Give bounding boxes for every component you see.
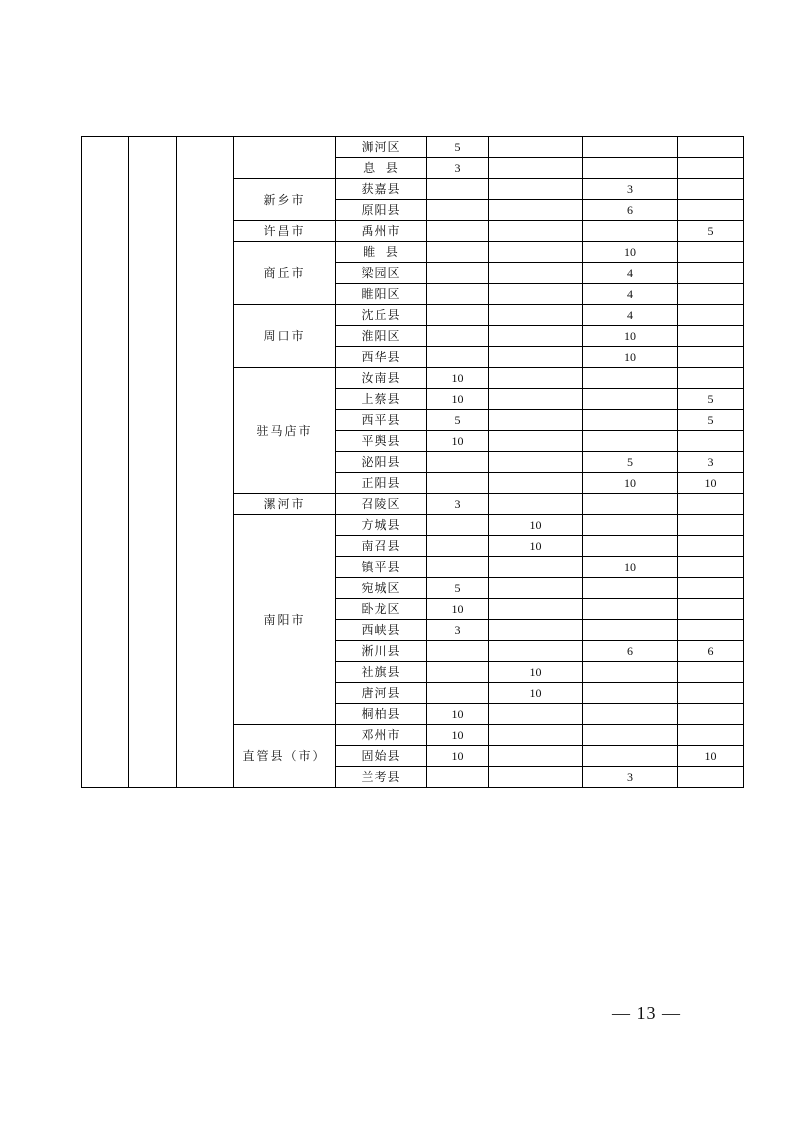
- value-cell-col4: [678, 767, 744, 788]
- value-cell-col4: 10: [678, 746, 744, 767]
- value-cell-col1: 10: [427, 368, 489, 389]
- city-cell: 商丘市: [234, 242, 336, 305]
- value-cell-col1: 3: [427, 158, 489, 179]
- value-cell-col2: [489, 179, 583, 200]
- value-cell-col2: [489, 641, 583, 662]
- county-cell: 西平县: [336, 410, 427, 431]
- value-cell-col3: [583, 137, 678, 158]
- value-cell-col3: [583, 536, 678, 557]
- value-cell-col3: [583, 515, 678, 536]
- value-cell-col3: [583, 599, 678, 620]
- value-cell-col3: 10: [583, 473, 678, 494]
- value-cell-col1: [427, 347, 489, 368]
- value-cell-col4: [678, 326, 744, 347]
- value-cell-col1: 5: [427, 578, 489, 599]
- value-cell-col4: [678, 137, 744, 158]
- value-cell-col3: 10: [583, 326, 678, 347]
- county-cell: 西峡县: [336, 620, 427, 641]
- value-cell-col3: 10: [583, 242, 678, 263]
- county-cell: 桐柏县: [336, 704, 427, 725]
- value-cell-col3: 3: [583, 179, 678, 200]
- county-cell: 西华县: [336, 347, 427, 368]
- value-cell-col4: [678, 263, 744, 284]
- value-cell-col4: [678, 662, 744, 683]
- value-cell-col1: [427, 326, 489, 347]
- value-cell-col1: 10: [427, 599, 489, 620]
- value-cell-col3: [583, 494, 678, 515]
- value-cell-col1: [427, 305, 489, 326]
- value-cell-col1: [427, 242, 489, 263]
- value-cell-col3: [583, 389, 678, 410]
- value-cell-col1: 10: [427, 725, 489, 746]
- county-cell: 卧龙区: [336, 599, 427, 620]
- value-cell-col1: [427, 662, 489, 683]
- value-cell-col4: 5: [678, 221, 744, 242]
- value-cell-col1: [427, 515, 489, 536]
- value-cell-col2: [489, 137, 583, 158]
- county-cell: 禹州市: [336, 221, 427, 242]
- county-cell: 宛城区: [336, 578, 427, 599]
- value-cell-col1: [427, 641, 489, 662]
- value-cell-col3: 6: [583, 641, 678, 662]
- value-cell-col3: [583, 620, 678, 641]
- value-cell-col3: 4: [583, 284, 678, 305]
- value-cell-col4: [678, 515, 744, 536]
- value-cell-col3: [583, 725, 678, 746]
- value-cell-col1: 3: [427, 494, 489, 515]
- value-cell-col2: [489, 494, 583, 515]
- value-cell-col4: [678, 347, 744, 368]
- city-cell: 驻马店市: [234, 368, 336, 494]
- value-cell-col1: 10: [427, 704, 489, 725]
- value-cell-col1: [427, 284, 489, 305]
- county-cell: 原阳县: [336, 200, 427, 221]
- county-cell: 平舆县: [336, 431, 427, 452]
- value-cell-col3: [583, 704, 678, 725]
- city-cell: [234, 137, 336, 179]
- county-cell: 睢阳区: [336, 284, 427, 305]
- county-cell: 睢 县: [336, 242, 427, 263]
- value-cell-col2: [489, 368, 583, 389]
- value-cell-col4: 10: [678, 473, 744, 494]
- value-cell-col3: [583, 683, 678, 704]
- value-cell-col3: 5: [583, 452, 678, 473]
- city-cell: 许昌市: [234, 221, 336, 242]
- value-cell-col4: 5: [678, 389, 744, 410]
- value-cell-col1: [427, 179, 489, 200]
- value-cell-col1: 10: [427, 389, 489, 410]
- value-cell-col4: [678, 578, 744, 599]
- value-cell-col1: 10: [427, 431, 489, 452]
- value-cell-col3: 4: [583, 305, 678, 326]
- value-cell-col4: [678, 536, 744, 557]
- value-cell-col3: 10: [583, 347, 678, 368]
- value-cell-col2: 10: [489, 662, 583, 683]
- value-cell-col1: [427, 683, 489, 704]
- value-cell-col2: 10: [489, 536, 583, 557]
- county-cell: 邓州市: [336, 725, 427, 746]
- value-cell-col2: [489, 389, 583, 410]
- value-cell-col4: [678, 305, 744, 326]
- value-cell-col2: [489, 725, 583, 746]
- value-cell-col4: [678, 284, 744, 305]
- value-cell-col4: [678, 179, 744, 200]
- value-cell-col4: [678, 704, 744, 725]
- value-cell-col1: [427, 200, 489, 221]
- blank-column-cell-1: [82, 137, 129, 788]
- value-cell-col3: 6: [583, 200, 678, 221]
- value-cell-col2: [489, 221, 583, 242]
- value-cell-col4: 6: [678, 641, 744, 662]
- value-cell-col3: 4: [583, 263, 678, 284]
- value-cell-col2: [489, 704, 583, 725]
- blank-column-cell-2: [129, 137, 177, 788]
- value-cell-col2: [489, 263, 583, 284]
- city-cell: 漯河市: [234, 494, 336, 515]
- county-cell: 淮阳区: [336, 326, 427, 347]
- county-cell: 方城县: [336, 515, 427, 536]
- value-cell-col2: [489, 578, 583, 599]
- value-cell-col3: [583, 431, 678, 452]
- allocation-table: [81, 136, 744, 788]
- value-cell-col3: [583, 158, 678, 179]
- county-cell: 镇平县: [336, 557, 427, 578]
- value-cell-col2: [489, 284, 583, 305]
- value-cell-col4: [678, 494, 744, 515]
- county-cell: 淅川县: [336, 641, 427, 662]
- county-cell: 南召县: [336, 536, 427, 557]
- value-cell-col3: [583, 221, 678, 242]
- value-cell-col4: [678, 368, 744, 389]
- county-cell: 梁园区: [336, 263, 427, 284]
- value-cell-col1: [427, 557, 489, 578]
- table-body: [82, 137, 744, 788]
- value-cell-col2: [489, 473, 583, 494]
- value-cell-col1: 5: [427, 410, 489, 431]
- value-cell-col1: [427, 767, 489, 788]
- value-cell-col1: 10: [427, 746, 489, 767]
- blank-column-cell-3: [177, 137, 234, 788]
- value-cell-col2: [489, 767, 583, 788]
- county-cell: 浉河区: [336, 137, 427, 158]
- county-cell: 唐河县: [336, 683, 427, 704]
- county-cell: 固始县: [336, 746, 427, 767]
- value-cell-col4: [678, 725, 744, 746]
- value-cell-col4: [678, 683, 744, 704]
- value-cell-col1: [427, 263, 489, 284]
- value-cell-col3: [583, 410, 678, 431]
- county-cell: 社旗县: [336, 662, 427, 683]
- value-cell-col1: [427, 221, 489, 242]
- value-cell-col4: 3: [678, 452, 744, 473]
- value-cell-col4: [678, 620, 744, 641]
- value-cell-col3: 3: [583, 767, 678, 788]
- value-cell-col4: [678, 242, 744, 263]
- value-cell-col2: [489, 431, 583, 452]
- county-cell: 上蔡县: [336, 389, 427, 410]
- value-cell-col4: 5: [678, 410, 744, 431]
- value-cell-col1: 5: [427, 137, 489, 158]
- value-cell-col2: [489, 620, 583, 641]
- value-cell-col2: [489, 242, 583, 263]
- city-cell: 周口市: [234, 305, 336, 368]
- value-cell-col2: 10: [489, 515, 583, 536]
- value-cell-col4: [678, 557, 744, 578]
- value-cell-col1: 3: [427, 620, 489, 641]
- value-cell-col4: [678, 158, 744, 179]
- city-cell: 南阳市: [234, 515, 336, 725]
- value-cell-col4: [678, 200, 744, 221]
- city-cell: 直管县（市）: [234, 725, 336, 788]
- value-cell-col2: [489, 305, 583, 326]
- value-cell-col3: [583, 662, 678, 683]
- value-cell-col3: [583, 368, 678, 389]
- county-cell: 泌阳县: [336, 452, 427, 473]
- value-cell-col2: [489, 158, 583, 179]
- page-number: — 13 —: [612, 1003, 681, 1023]
- value-cell-col2: [489, 326, 583, 347]
- value-cell-col1: [427, 452, 489, 473]
- value-cell-col2: [489, 599, 583, 620]
- county-cell: 正阳县: [336, 473, 427, 494]
- value-cell-col2: [489, 200, 583, 221]
- value-cell-col2: [489, 746, 583, 767]
- county-cell: 召陵区: [336, 494, 427, 515]
- county-cell: 获嘉县: [336, 179, 427, 200]
- value-cell-col2: [489, 347, 583, 368]
- value-cell-col3: [583, 746, 678, 767]
- table-row: [82, 137, 744, 158]
- value-cell-col2: 10: [489, 683, 583, 704]
- county-cell: 息 县: [336, 158, 427, 179]
- value-cell-col3: 10: [583, 557, 678, 578]
- value-cell-col3: [583, 578, 678, 599]
- county-cell: 兰考县: [336, 767, 427, 788]
- value-cell-col1: [427, 473, 489, 494]
- value-cell-col2: [489, 410, 583, 431]
- county-cell: 汝南县: [336, 368, 427, 389]
- value-cell-col2: [489, 452, 583, 473]
- city-cell: 新乡市: [234, 179, 336, 221]
- county-cell: 沈丘县: [336, 305, 427, 326]
- value-cell-col1: [427, 536, 489, 557]
- value-cell-col2: [489, 557, 583, 578]
- value-cell-col4: [678, 431, 744, 452]
- value-cell-col4: [678, 599, 744, 620]
